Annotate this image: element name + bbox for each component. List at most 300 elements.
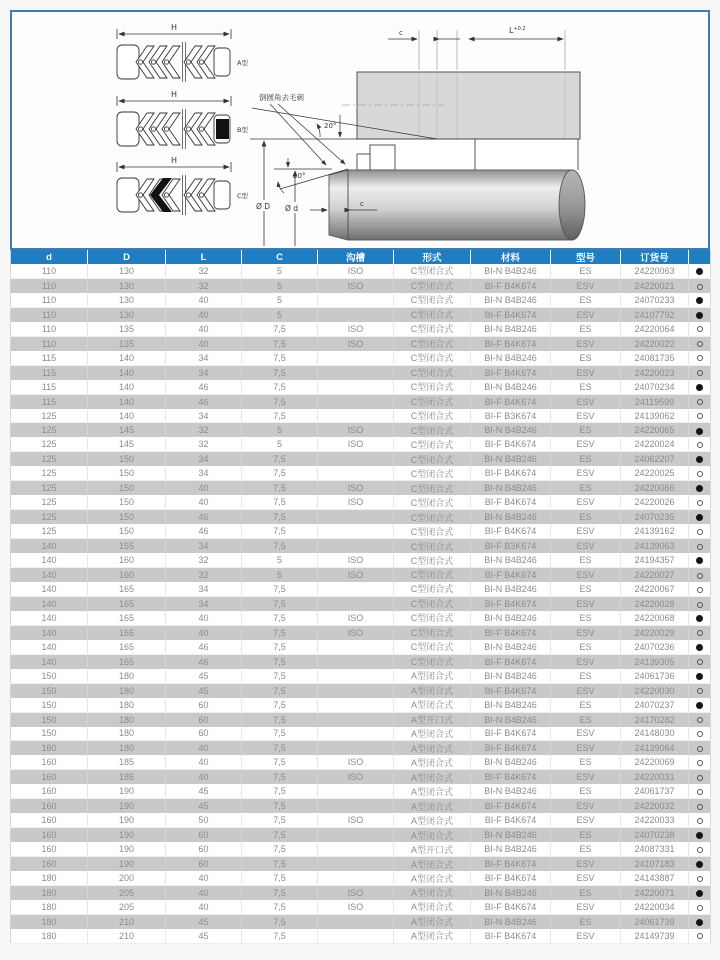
table-cell: 160 [11, 741, 88, 755]
table-cell: A型闭合式 [394, 755, 471, 769]
table-cell: BI-N B4B246 [471, 510, 551, 524]
table-cell: BI-F B3K674 [471, 409, 551, 423]
table-cell: ESV [551, 799, 621, 813]
table-cell: 5 [242, 568, 318, 582]
table-cell: 45 [166, 914, 242, 928]
table-cell: BI-N B4B246 [471, 712, 551, 726]
filled-dot-icon [696, 615, 703, 622]
table-cell: A型闭合式 [394, 669, 471, 683]
table-cell: A型闭合式 [394, 799, 471, 813]
table-cell: 34 [166, 351, 242, 365]
table-cell: 7,5 [242, 524, 318, 538]
table-cell: ISO [318, 322, 394, 336]
table-cell: 32 [166, 437, 242, 451]
table-cell: 185 [88, 770, 166, 784]
col-header-form: 形式 [394, 250, 471, 264]
table-cell: 5 [242, 307, 318, 321]
table-cell: BI-N B4B246 [471, 423, 551, 437]
table-cell: 150 [11, 683, 88, 697]
table-cell: ESV [551, 466, 621, 480]
open-dot-icon [697, 818, 703, 824]
table-cell: ISO [318, 495, 394, 509]
table-cell: BI-N B4B246 [471, 828, 551, 842]
table-cell: ES [551, 698, 621, 712]
table-cell: ESV [551, 394, 621, 408]
table-cell: 24149739 [621, 929, 689, 943]
table-cell: 40 [166, 625, 242, 639]
table-cell [318, 380, 394, 394]
table-cell: 40 [166, 495, 242, 509]
table-cell: BI-F B4K674 [471, 524, 551, 538]
table-row [11, 712, 711, 726]
table-cell: C型闭合式 [394, 278, 471, 292]
table-cell: 24220032 [621, 799, 689, 813]
availability-cell [689, 394, 711, 408]
table-cell: 7,5 [242, 582, 318, 596]
table-cell: BI-F B4K674 [471, 495, 551, 509]
table-cell: 180 [88, 727, 166, 741]
table-cell: 110 [11, 293, 88, 307]
table-row [11, 784, 711, 798]
table-row [11, 813, 711, 827]
table-cell: 24143887 [621, 871, 689, 885]
table-cell: C型闭合式 [394, 452, 471, 466]
table-cell: BI-N B4B246 [471, 914, 551, 928]
table-row [11, 929, 711, 943]
table-cell: 180 [11, 929, 88, 943]
filled-dot-icon [696, 428, 703, 435]
table-cell: 40 [166, 741, 242, 755]
table-cell: 7,5 [242, 683, 318, 697]
table-cell: 110 [11, 336, 88, 350]
filled-dot-icon [696, 297, 703, 304]
availability-cell [689, 799, 711, 813]
table-cell: 24107183 [621, 857, 689, 871]
table-row [11, 264, 711, 278]
availability-cell [689, 871, 711, 885]
table-cell [318, 654, 394, 668]
dim-L-label: $L^{+0.2}$ [509, 26, 526, 35]
table-cell: 24139162 [621, 524, 689, 538]
table-cell: BI-F B4K674 [471, 278, 551, 292]
table-cell: 150 [11, 712, 88, 726]
table-cell: 150 [11, 698, 88, 712]
availability-cell [689, 741, 711, 755]
table-cell: 125 [11, 524, 88, 538]
filled-dot-icon [696, 832, 703, 839]
table-cell: ESV [551, 336, 621, 350]
table-cell [318, 524, 394, 538]
table-cell: ISO [318, 813, 394, 827]
table-cell: 24087331 [621, 842, 689, 856]
table-cell: 60 [166, 857, 242, 871]
table-cell: BI-F B4K674 [471, 394, 551, 408]
table-cell [318, 741, 394, 755]
angle-bottom-label: 20° [293, 172, 306, 180]
table-cell: 7,5 [242, 336, 318, 350]
table-cell: 24220030 [621, 683, 689, 697]
deburr-note: 倒圆角去毛刺 [259, 93, 304, 102]
table-cell: ESV [551, 654, 621, 668]
availability-cell [689, 784, 711, 798]
table-cell: ES [551, 828, 621, 842]
table-cell: 160 [11, 828, 88, 842]
table-row [11, 914, 711, 928]
table-cell: A型闭合式 [394, 727, 471, 741]
table-cell: 150 [11, 669, 88, 683]
table-cell: ISO [318, 278, 394, 292]
availability-cell [689, 264, 711, 278]
table-cell: 180 [11, 885, 88, 899]
table-cell: 24061737 [621, 784, 689, 798]
table-cell: 7,5 [242, 654, 318, 668]
table-cell: 34 [166, 409, 242, 423]
table-cell: C型闭合式 [394, 394, 471, 408]
table-cell: 7,5 [242, 409, 318, 423]
table-cell: 190 [88, 799, 166, 813]
availability-cell [689, 351, 711, 365]
table-cell: ESV [551, 495, 621, 509]
table-cell: 140 [88, 409, 166, 423]
table-cell: C型闭合式 [394, 307, 471, 321]
table-cell: 24070238 [621, 828, 689, 842]
table-cell: 7,5 [242, 611, 318, 625]
table-cell: C型闭合式 [394, 423, 471, 437]
table-cell: BI-F B4K674 [471, 307, 551, 321]
table-cell: 5 [242, 553, 318, 567]
table-cell: C型闭合式 [394, 365, 471, 379]
table-cell: 180 [11, 914, 88, 928]
table-cell: 145 [88, 437, 166, 451]
table-row [11, 698, 711, 712]
filled-dot-icon [696, 268, 703, 275]
table-cell [318, 539, 394, 553]
table-cell: 24220027 [621, 568, 689, 582]
table-cell: ISO [318, 264, 394, 278]
table-cell: 24220029 [621, 625, 689, 639]
table-cell: 155 [88, 539, 166, 553]
table-cell: BI-F B4K674 [471, 871, 551, 885]
table-cell: A型闭合式 [394, 857, 471, 871]
table-cell: 210 [88, 929, 166, 943]
table-cell: C型闭合式 [394, 322, 471, 336]
open-dot-icon [697, 471, 703, 477]
table-cell: 125 [11, 452, 88, 466]
table-cell: 160 [11, 857, 88, 871]
table-cell: 205 [88, 900, 166, 914]
table-cell: 34 [166, 596, 242, 610]
table-row [11, 741, 711, 755]
table-cell: 46 [166, 510, 242, 524]
table-cell: BI-F B4K674 [471, 727, 551, 741]
availability-cell [689, 669, 711, 683]
table-cell: A型闭合式 [394, 741, 471, 755]
filled-dot-icon [696, 861, 703, 868]
availability-cell [689, 452, 711, 466]
table-cell: BI-N B4B246 [471, 784, 551, 798]
table-row [11, 553, 711, 567]
table-cell: 45 [166, 669, 242, 683]
open-dot-icon [697, 341, 703, 347]
availability-cell [689, 596, 711, 610]
table-cell: 160 [11, 842, 88, 856]
table-cell: ESV [551, 409, 621, 423]
table-cell: C型闭合式 [394, 437, 471, 451]
table-cell: BI-F B4K674 [471, 929, 551, 943]
table-cell: 125 [11, 495, 88, 509]
availability-cell [689, 553, 711, 567]
table-cell: 24081735 [621, 351, 689, 365]
table-cell: 7,5 [242, 828, 318, 842]
table-cell: 7,5 [242, 885, 318, 899]
table-cell: ESV [551, 365, 621, 379]
table-row [11, 336, 711, 350]
table-cell: 7,5 [242, 799, 318, 813]
table-cell: BI-N B4B246 [471, 755, 551, 769]
table-cell: 190 [88, 784, 166, 798]
availability-cell [689, 611, 711, 625]
open-dot-icon [697, 587, 703, 593]
col-header-L: L [166, 250, 242, 264]
table-cell: C型闭合式 [394, 582, 471, 596]
table-cell: 40 [166, 611, 242, 625]
filled-dot-icon [696, 485, 703, 492]
table-cell: 125 [11, 437, 88, 451]
table-cell: 46 [166, 394, 242, 408]
table-cell: ES [551, 582, 621, 596]
table-cell: 40 [166, 885, 242, 899]
table-cell: 7,5 [242, 755, 318, 769]
table-cell: C型闭合式 [394, 409, 471, 423]
table-cell: BI-F B4K674 [471, 857, 551, 871]
table-cell [318, 727, 394, 741]
table-cell: ISO [318, 437, 394, 451]
table-row [11, 900, 711, 914]
table-cell: 24220031 [621, 770, 689, 784]
table-row [11, 727, 711, 741]
parts-table-body [11, 264, 711, 943]
availability-cell [689, 409, 711, 423]
table-cell: BI-F B4K674 [471, 654, 551, 668]
table-cell: 7,5 [242, 625, 318, 639]
table-cell: ES [551, 351, 621, 365]
table-cell: 190 [88, 857, 166, 871]
table-cell: 7,5 [242, 712, 318, 726]
table-cell: 7,5 [242, 698, 318, 712]
table-cell: 7,5 [242, 596, 318, 610]
table-cell: ESV [551, 683, 621, 697]
availability-cell [689, 466, 711, 480]
open-dot-icon [697, 399, 703, 405]
open-dot-icon [697, 529, 703, 535]
table-cell: 140 [88, 394, 166, 408]
table-cell: 150 [88, 524, 166, 538]
table-cell: 110 [11, 322, 88, 336]
table-cell: 115 [11, 351, 88, 365]
table-cell: ES [551, 452, 621, 466]
table-cell: ES [551, 611, 621, 625]
table-cell: C型闭合式 [394, 568, 471, 582]
table-cell: 60 [166, 712, 242, 726]
table-cell: A型闭合式 [394, 914, 471, 928]
table-cell [318, 784, 394, 798]
col-header-groove: 沟槽 [318, 250, 394, 264]
table-cell: 7,5 [242, 857, 318, 871]
table-cell: 60 [166, 828, 242, 842]
table-cell: BI-F B4K674 [471, 466, 551, 480]
table-header-row [11, 250, 711, 264]
table-cell: 24062207 [621, 452, 689, 466]
table-cell: BI-F B4K674 [471, 596, 551, 610]
table-cell: ES [551, 481, 621, 495]
table-cell: 7,5 [242, 365, 318, 379]
table-row [11, 380, 711, 394]
dim-c-shaft-label: c [360, 200, 364, 208]
col-header-d: d [11, 250, 88, 264]
table-cell: BI-F B4K674 [471, 336, 551, 350]
table-cell: ES [551, 264, 621, 278]
availability-cell [689, 510, 711, 524]
table-cell: 24061739 [621, 914, 689, 928]
filled-dot-icon [696, 644, 703, 651]
availability-cell [689, 842, 711, 856]
table-cell: 7,5 [242, 481, 318, 495]
table-cell: C型闭合式 [394, 510, 471, 524]
table-cell [318, 914, 394, 928]
table-cell: 24220026 [621, 495, 689, 509]
table-row [11, 654, 711, 668]
table-cell: 7,5 [242, 495, 318, 509]
table-cell: ISO [318, 336, 394, 350]
table-cell: 60 [166, 727, 242, 741]
table-cell: A型开口式 [394, 712, 471, 726]
availability-cell [689, 322, 711, 336]
table-cell: 24220067 [621, 582, 689, 596]
availability-cell [689, 640, 711, 654]
table-cell: 24220023 [621, 365, 689, 379]
availability-cell [689, 481, 711, 495]
col-header-D: D [88, 250, 166, 264]
table-cell: 32 [166, 568, 242, 582]
table-cell: 45 [166, 799, 242, 813]
table-cell: 160 [88, 553, 166, 567]
availability-cell [689, 582, 711, 596]
table-cell: 180 [11, 871, 88, 885]
table-cell: 7,5 [242, 871, 318, 885]
open-dot-icon [697, 413, 703, 419]
table-row [11, 452, 711, 466]
table-cell: ESV [551, 770, 621, 784]
table-cell: 135 [88, 322, 166, 336]
table-cell: 5 [242, 278, 318, 292]
table-cell: 5 [242, 423, 318, 437]
b-type-header-ring [216, 119, 229, 139]
availability-cell [689, 857, 711, 871]
table-cell: BI-N B4B246 [471, 293, 551, 307]
table-cell: ES [551, 293, 621, 307]
availability-cell [689, 900, 711, 914]
dia-D-label: Ø D [256, 202, 271, 211]
table-cell: 210 [88, 914, 166, 928]
dia-d-label: Ø d [285, 204, 299, 213]
table-cell: 40 [166, 871, 242, 885]
table-cell: 125 [11, 481, 88, 495]
open-dot-icon [697, 804, 703, 810]
availability-cell [689, 654, 711, 668]
availability-cell [689, 423, 711, 437]
dim-H-label-b: H [170, 90, 178, 99]
table-cell: 24220063 [621, 264, 689, 278]
table-cell: 45 [166, 929, 242, 943]
filled-dot-icon [696, 919, 703, 926]
availability-cell [689, 813, 711, 827]
table-cell: ES [551, 755, 621, 769]
table-cell: 40 [166, 770, 242, 784]
table-cell: 150 [88, 452, 166, 466]
availability-cell [689, 828, 711, 842]
table-cell: ESV [551, 857, 621, 871]
table-cell [318, 293, 394, 307]
table-cell: ISO [318, 885, 394, 899]
table-cell: ESV [551, 741, 621, 755]
col-header-order-no: 订货号 [621, 250, 689, 264]
seal-profile-b-drawing [117, 90, 248, 149]
table-cell: ESV [551, 596, 621, 610]
parts-table-container [10, 250, 710, 944]
table-row [11, 885, 711, 899]
table-row [11, 524, 711, 538]
open-dot-icon [697, 688, 703, 694]
table-cell [318, 582, 394, 596]
table-cell: 125 [11, 423, 88, 437]
filled-dot-icon [696, 514, 703, 521]
table-cell: 7,5 [242, 452, 318, 466]
table-cell: ESV [551, 307, 621, 321]
table-cell: BI-N B4B246 [471, 669, 551, 683]
table-row [11, 278, 711, 292]
table-cell: 24220028 [621, 596, 689, 610]
table-cell: 110 [11, 278, 88, 292]
open-dot-icon [697, 775, 703, 781]
table-cell: BI-F B4K674 [471, 437, 551, 451]
open-dot-icon [697, 731, 703, 737]
table-row [11, 770, 711, 784]
table-cell: 24220021 [621, 278, 689, 292]
table-cell: A型闭合式 [394, 784, 471, 798]
table-cell: 60 [166, 698, 242, 712]
table-cell [318, 842, 394, 856]
table-row [11, 871, 711, 885]
table-cell [318, 683, 394, 697]
table-row [11, 409, 711, 423]
availability-cell [689, 293, 711, 307]
table-cell: C型闭合式 [394, 380, 471, 394]
table-cell: C型闭合式 [394, 293, 471, 307]
availability-cell [689, 365, 711, 379]
open-dot-icon [697, 760, 703, 766]
table-cell: C型闭合式 [394, 495, 471, 509]
table-cell: BI-F B4K674 [471, 900, 551, 914]
table-cell: 60 [166, 842, 242, 856]
table-cell: 40 [166, 900, 242, 914]
table-cell [318, 409, 394, 423]
table-cell: 130 [88, 264, 166, 278]
table-cell: BI-N B4B246 [471, 611, 551, 625]
table-row [11, 683, 711, 697]
table-cell: 180 [88, 669, 166, 683]
open-dot-icon [697, 544, 703, 550]
filled-dot-icon [696, 673, 703, 680]
